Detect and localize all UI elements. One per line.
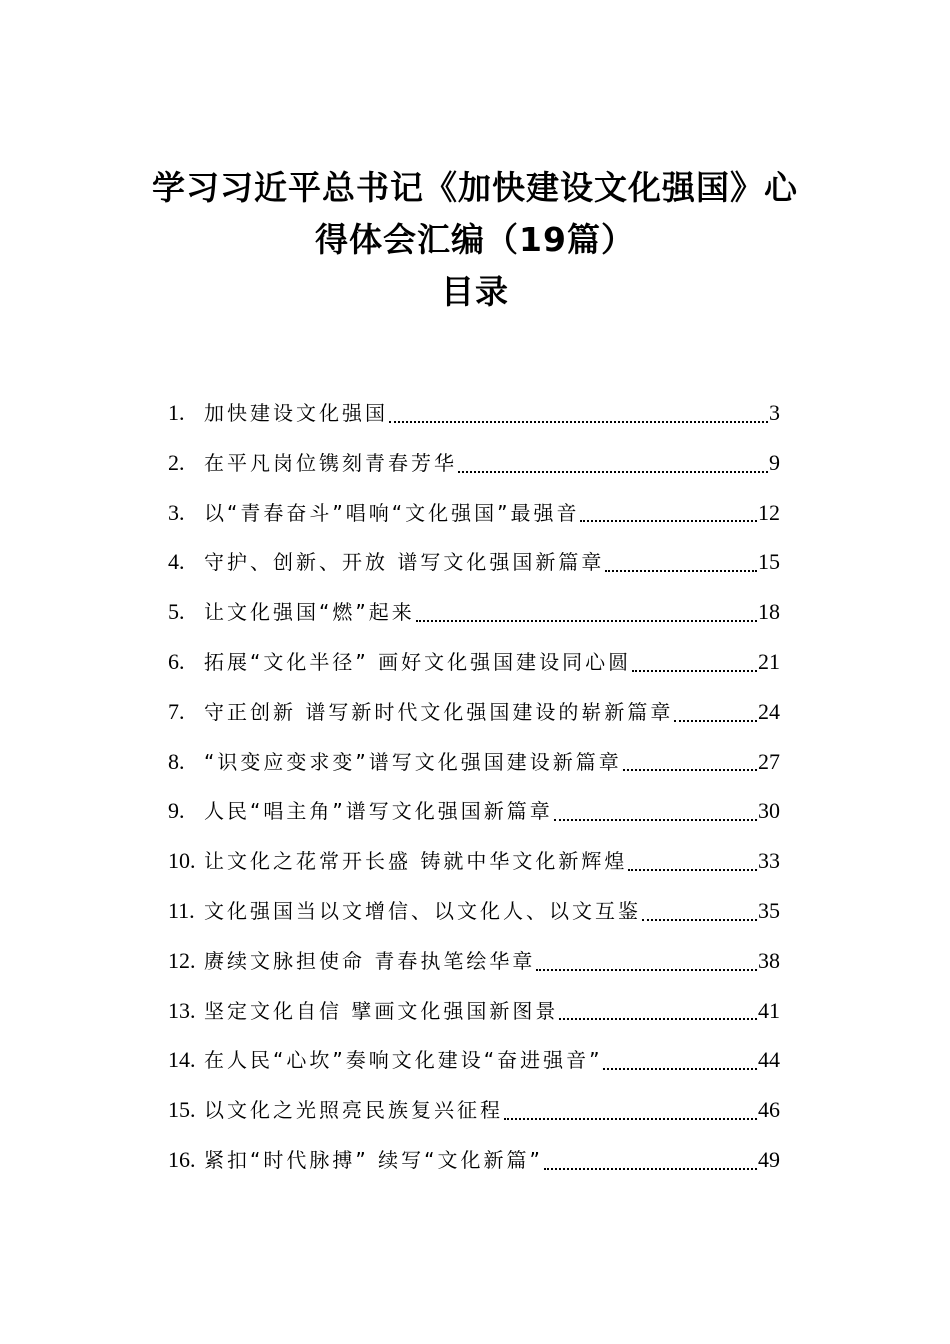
toc-entry-leader — [642, 900, 757, 922]
toc-entry-title: 坚定文化自信 擘画文化强国新图景 — [204, 998, 559, 1023]
toc-entry-title: 在平凡岗位镌刻青春芳华 — [204, 450, 457, 475]
toc-entry-leader — [389, 402, 768, 424]
toc-entry-leader — [504, 1099, 757, 1121]
toc-entry[interactable] — [168, 537, 780, 587]
toc-entry-page: 41 — [758, 997, 780, 1023]
toc-entry[interactable] — [168, 1135, 780, 1185]
toc-entry[interactable] — [168, 488, 780, 538]
document-title-line2: 得体会汇编（19篇） — [315, 220, 635, 259]
toc-entry-title: 在人民“心坎”奏响文化建设“奋进强音” — [204, 1048, 603, 1073]
toc-entry-number: 10. — [168, 848, 196, 874]
toc-entry[interactable] — [168, 936, 780, 986]
toc-entry-page: 46 — [758, 1097, 780, 1123]
toc-entry-leader — [554, 800, 757, 822]
toc-entry-title: 人民“唱主角”谱写文化强国新篇章 — [204, 799, 553, 824]
toc-entry-page: 15 — [758, 549, 780, 575]
toc-entry-number: 11. — [168, 897, 195, 923]
toc-entry[interactable] — [168, 587, 780, 637]
toc-entry[interactable] — [168, 986, 780, 1036]
toc-entry-leader — [674, 701, 757, 723]
toc-entry-number: 6. — [168, 648, 185, 674]
toc-entry-page: 12 — [758, 499, 780, 525]
toc-entry-page: 35 — [758, 897, 780, 923]
toc-entry-leader — [628, 850, 757, 872]
toc-entry-number: 9. — [168, 798, 185, 824]
toc-entry-title: 紧扣“时代脉搏” 续写“文化新篇” — [204, 1147, 543, 1172]
toc-entry-leader — [605, 551, 757, 573]
toc-entry-number: 15. — [168, 1097, 196, 1123]
toc-entry-number: 2. — [168, 449, 185, 475]
toc-entry-title: 让文化之花常开长盛 铸就中华文化新辉煌 — [204, 849, 628, 874]
table-of-contents — [168, 388, 780, 1185]
toc-entry[interactable] — [168, 886, 780, 936]
toc-entry-title: 拓展“文化半径” 画好文化强国建设同心圆 — [204, 649, 632, 674]
toc-entry-title: 赓续文脉担使命 青春执笔绘华章 — [204, 948, 536, 973]
toc-entry-page: 49 — [758, 1146, 780, 1172]
toc-entry-number: 1. — [168, 400, 185, 425]
toc-entry-page: 21 — [758, 648, 780, 674]
toc-entry-leader — [559, 999, 757, 1021]
toc-entry-page: 38 — [758, 947, 780, 973]
toc-entry-leader — [632, 651, 757, 673]
toc-entry-page: 9 — [769, 449, 780, 475]
toc-entry[interactable] — [168, 786, 780, 836]
toc-entry-number: 5. — [168, 599, 185, 625]
toc-entry-page: 30 — [758, 798, 780, 824]
toc-entry[interactable] — [168, 637, 780, 687]
toc-entry[interactable] — [168, 836, 780, 886]
toc-entry-title: 守正创新 谱写新时代文化强国建设的崭新篇章 — [204, 699, 674, 724]
toc-entry-number: 13. — [168, 997, 196, 1023]
toc-entry-page: 33 — [758, 848, 780, 874]
toc-entry[interactable] — [168, 388, 780, 438]
toc-entry-title: 让文化强国“燃”起来 — [204, 600, 415, 625]
toc-entry-leader — [603, 1049, 757, 1071]
toc-entry-leader — [580, 501, 757, 523]
toc-entry-leader — [544, 1149, 757, 1171]
toc-entry[interactable] — [168, 1035, 780, 1085]
toc-entry[interactable] — [168, 1085, 780, 1135]
toc-heading: 目录 — [441, 272, 509, 311]
toc-entry-number: 14. — [168, 1047, 196, 1073]
toc-entry-title: 文化强国当以文增信、以文化人、以文互鉴 — [204, 898, 641, 923]
toc-entry-title: 守护、创新、开放 谱写文化强国新篇章 — [204, 550, 605, 575]
toc-entry-title: 加快建设文化强国 — [204, 401, 388, 425]
toc-entry-page: 44 — [758, 1047, 780, 1073]
toc-entry-page: 3 — [769, 400, 780, 425]
toc-entry[interactable] — [168, 737, 780, 787]
toc-entry-title: 以“青春奋斗”唱响“文化强国”最强音 — [204, 500, 580, 525]
toc-entry-number: 8. — [168, 748, 185, 774]
toc-entry-number: 4. — [168, 549, 185, 575]
toc-entry-title: “识变应变求变”谱写文化强国建设新篇章 — [204, 749, 622, 774]
document-title-line1: 学习习近平总书记《加快建设文化强国》心 — [152, 168, 798, 207]
toc-entry[interactable] — [168, 438, 780, 488]
toc-entry-page: 24 — [758, 698, 780, 724]
toc-entry-leader — [623, 750, 757, 772]
toc-entry-title: 以文化之光照亮民族复兴征程 — [204, 1098, 503, 1123]
toc-entry-page: 27 — [758, 748, 780, 774]
toc-entry-number: 12. — [168, 947, 196, 973]
title-block — [100, 162, 850, 318]
toc-entry-number: 16. — [168, 1146, 196, 1172]
toc-entry[interactable] — [168, 687, 780, 737]
toc-entry-number: 7. — [168, 698, 185, 724]
toc-entry-leader — [416, 601, 757, 623]
toc-entry-leader — [458, 452, 768, 474]
toc-entry-leader — [536, 950, 757, 972]
toc-entry-number: 3. — [168, 499, 185, 525]
toc-entry-page: 18 — [758, 599, 780, 625]
